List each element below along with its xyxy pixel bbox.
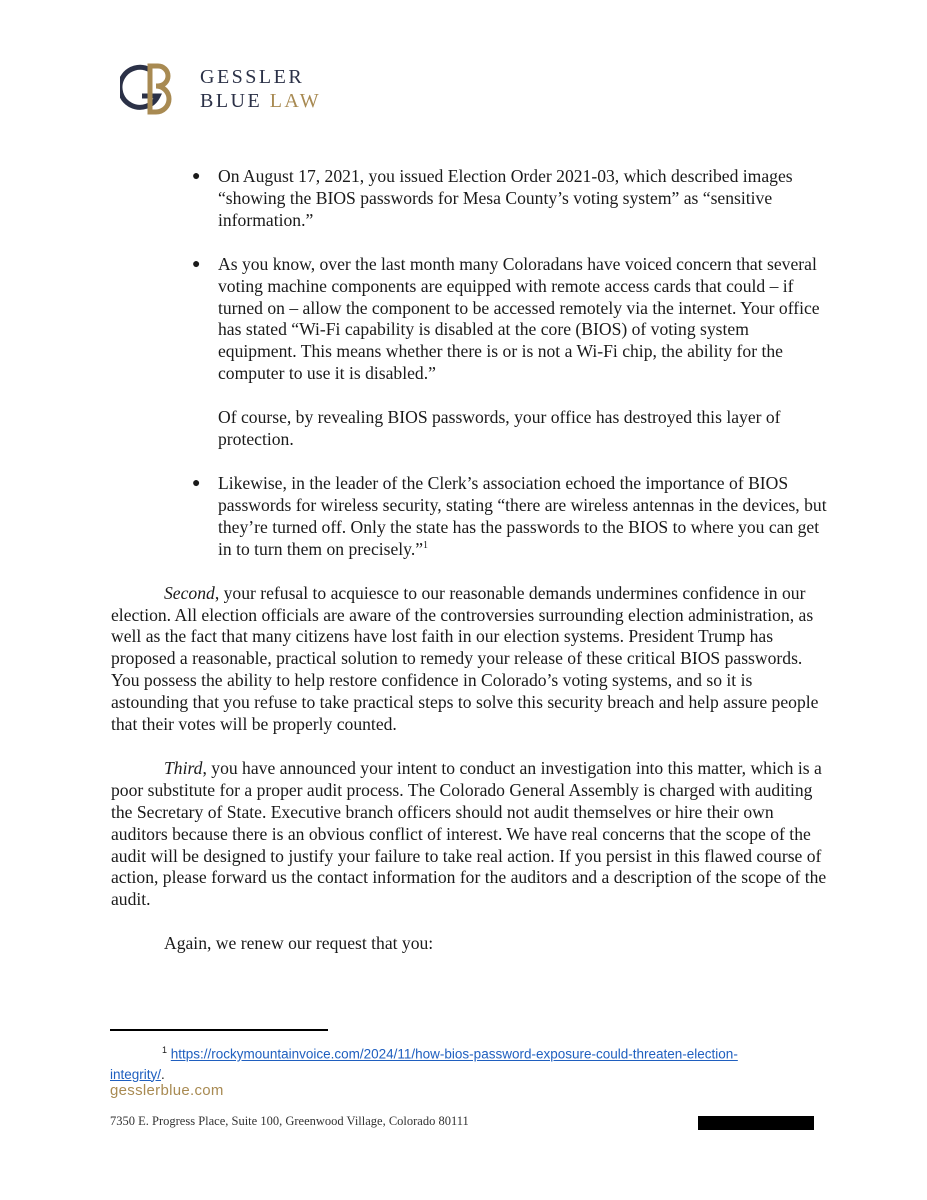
paragraph-lead: Third <box>164 757 203 778</box>
firm-name-law: LAW <box>269 90 322 112</box>
footer-website: gesslerblue.com <box>110 1082 224 1099</box>
bullet-dot-icon: ● <box>192 169 201 184</box>
bullet-item <box>111 254 831 451</box>
footnote-trailing: . <box>161 1066 165 1082</box>
letter-body <box>111 166 831 977</box>
bullet-list <box>111 166 831 561</box>
firm-name-blue: BLUE <box>200 90 263 112</box>
firm-name <box>200 65 321 113</box>
paragraph-lead: Second <box>164 582 215 603</box>
firm-name-line2 <box>200 89 321 113</box>
redaction-bar <box>698 1116 814 1130</box>
paragraph-text: , you have announced your intent to conduct an investigation into this matter, which is a poor substitute for a proper audit process. The Colorado General Assembly is charged with auditing the Secretary of State. Executive branch officers should not audit themselves or hire their own auditors because there is an obvious conflict of interest. We have real concerns that the scope of the audit will be designed to justify your failure to take real action. If you persist in this flawed course of action, please forward us the contact information for the auditors and a description of the scope of the audit. <box>111 757 827 910</box>
footer-address: 7350 E. Progress Place, Suite 100, Greenwood Village, Colorado 80111 <box>110 1114 469 1128</box>
footnote-mark: 1 <box>162 1045 168 1055</box>
firm-logo <box>120 62 321 116</box>
bullet-text: As you know, over the last month many Coloradans have voiced concern that several voting machine components are equipped with remote access cards that could – if turned on – allow the component to be accessed remotely via the internet. Your office has stated “Wi-Fi capability is disabled at the core (BIOS) of voting system equipment. This means whether there is or is not a Wi-Fi chip, the ability for the computer to use it is disabled.” <box>218 253 820 384</box>
bullet-followup: Of course, by revealing BIOS passwords, your office has destroyed this layer of protection. <box>218 407 781 450</box>
footnote <box>110 1040 790 1085</box>
paragraph-text: Again, we renew our request that you: <box>164 933 434 954</box>
bullet-item <box>111 473 831 561</box>
paragraph-third <box>111 758 831 911</box>
footnote-link[interactable]: https://rockymountainvoice.com/2024/11/how-bios-password-exposure-could-threaten-election-integrity/ <box>110 1046 738 1082</box>
bullet-text: Likewise, in the leader of the Clerk’s association echoed the importance of BIOS passwords for wireless security, stating “there are wireless antennas in the devices, but they’re turned off. Only the state has the passwords to the BIOS to where you can get in to turn them on precisely.” <box>218 472 827 559</box>
bullet-item <box>111 166 831 232</box>
paragraph-second <box>111 583 831 736</box>
footnote-reference[interactable]: 1 <box>423 539 429 551</box>
bullet-dot-icon: ● <box>192 475 201 491</box>
paragraph-request <box>111 933 831 955</box>
bullet-text: On August 17, 2021, you issued Election Order 2021-03, which described images “showing the BIOS passwords for Mesa County’s voting system” as “sensitive information.” <box>218 166 793 230</box>
paragraph-text: , your refusal to acquiesce to our reasonable demands undermines confidence in our election. All election officials are aware of the controversies surrounding election administration, as well as the fact that many citizens have lost faith in our election systems. President Trump has proposed a reasonable, practical solution to remedy your release of these critical BIOS passwords. You possess the ability to help restore confidence in Colorado’s voting systems, and so it is astounding that you refuse to take practical steps to solve this security breach and help assure people that their votes will be properly counted. <box>111 582 819 735</box>
footnote-divider <box>110 1029 328 1031</box>
bullet-dot-icon: ● <box>192 256 201 272</box>
gb-monogram-icon <box>120 62 186 116</box>
firm-name-line1: GESSLER <box>200 66 305 88</box>
